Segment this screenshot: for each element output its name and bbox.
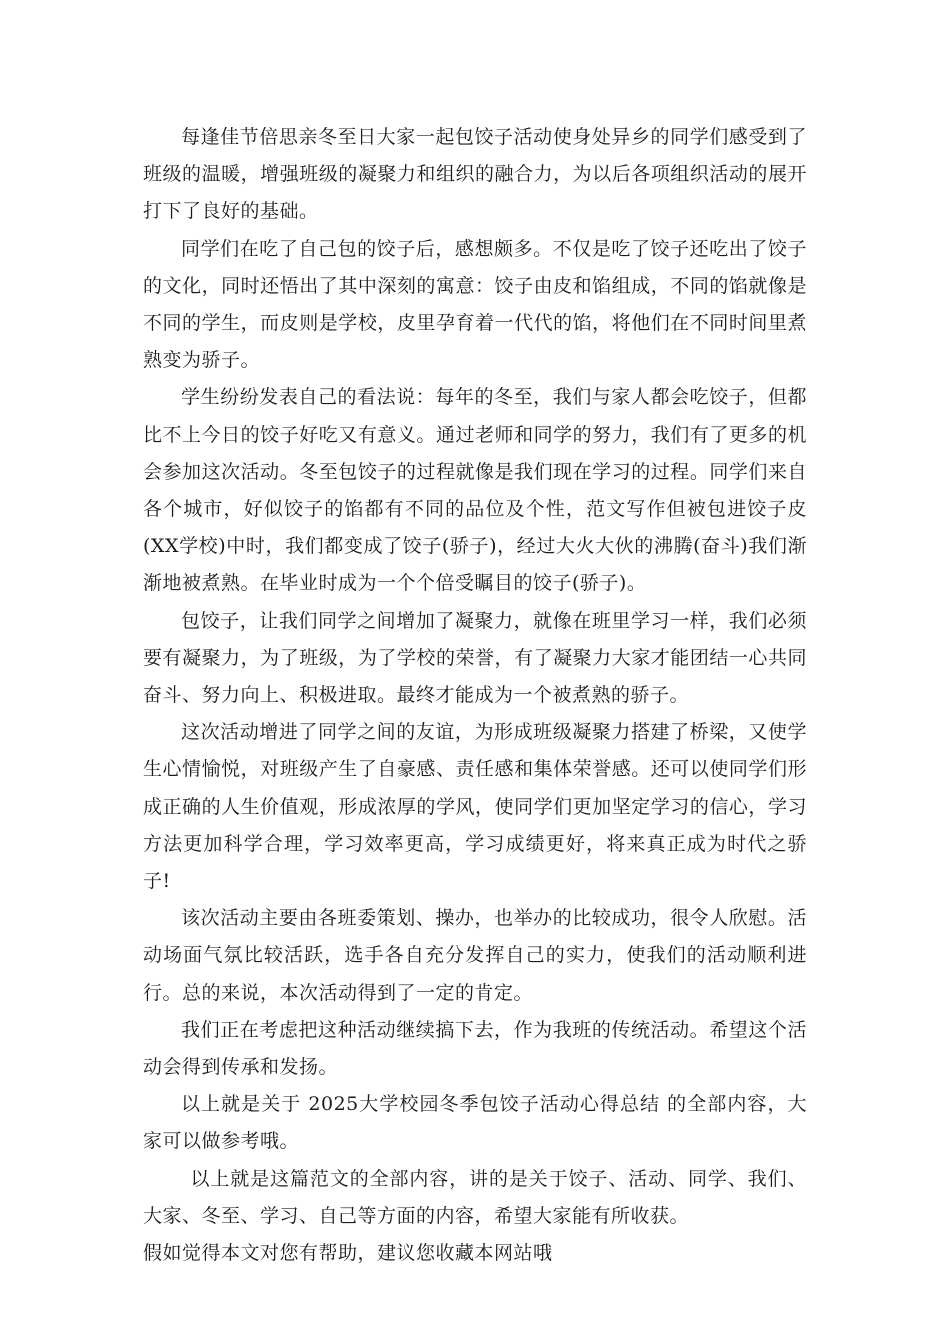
document-body	[143, 119, 807, 1272]
paragraph-5: 这次活动增进了同学之间的友谊，为形成班级凝聚力搭建了桥梁，又使学生心情愉悦，对班级产生了自豪感、责任感和集体荣誉感。还可以使同学们形成正确的人生价值观，形成浓厚的学风，使同学们更加坚定学习的信心，学习方法更加科学合理，学习效率更高，学习成绩更好，将来真正成为时代之骄子!	[143, 721, 807, 893]
paragraph-4: 包饺子，让我们同学之间增加了凝聚力，就像在班里学习一样，我们必须要有凝聚力，为了班级，为了学校的荣誉，有了凝聚力大家才能团结一心共同奋斗、努力向上、积极进取。最终才能成为一个被煮熟的骄子。	[143, 609, 807, 707]
paragraph-3: 学生纷纷发表自己的看法说：每年的冬至，我们与家人都会吃饺子，但都比不上今日的饺子好吃又有意义。通过老师和同学的努力，我们有了更多的机会参加这次活动。冬至包饺子的过程就像是我们现在学习的过程。同学们来自各个城市，好似饺子的馅都有不同的品位及个性，范文写作但被包进饺子皮(XX学校)中时，我们都变成了饺子(骄子)，经过大火大伙的沸腾(奋斗)我们渐渐地被煮熟。在毕业时成为一个个倍受瞩目的饺子(骄子)。	[143, 386, 807, 595]
paragraph-2: 同学们在吃了自己包的饺子后，感想颇多。不仅是吃了饺子还吃出了饺子的文化，同时还悟出了其中深刻的寓意：饺子由皮和馅组成，不同的馅就像是不同的学生，而皮则是学校，皮里孕育着一代代的馅，将他们在不同时间里煮熟变为骄子。	[143, 237, 807, 372]
paragraph-7: 我们正在考虑把这种活动继续搞下去，作为我班的传统活动。希望这个活动会得到传承和发扬。	[143, 1018, 807, 1079]
footer-note: 假如觉得本文对您有帮助，建议您收藏本网站哦	[143, 1242, 553, 1265]
paragraph-1: 每逢佳节倍思亲冬至日大家一起包饺子活动使身处异乡的同学们感受到了班级的温暖，增强班级的凝聚力和组织的融合力，为以后各项组织活动的展开打下了良好的基础。	[143, 126, 807, 223]
paragraph-8: 以上就是关于 2025大学校园冬季包饺子活动心得总结 的全部内容，大家可以做参考哦。	[143, 1093, 807, 1153]
paragraph-6: 该次活动主要由各班委策划、操办，也举办的比较成功，很令人欣慰。活动场面气氛比较活跃，选手各自充分发挥自己的实力，使我们的活动顺利进行。总的来说，本次活动得到了一定的肯定。	[143, 907, 807, 1004]
summary-paragraph: 以上就是这篇范文的全部内容，讲的是关于饺子、活动、同学、我们、大家、冬至、学习、自己等方面的内容，希望大家能有所收获。	[143, 1167, 807, 1227]
